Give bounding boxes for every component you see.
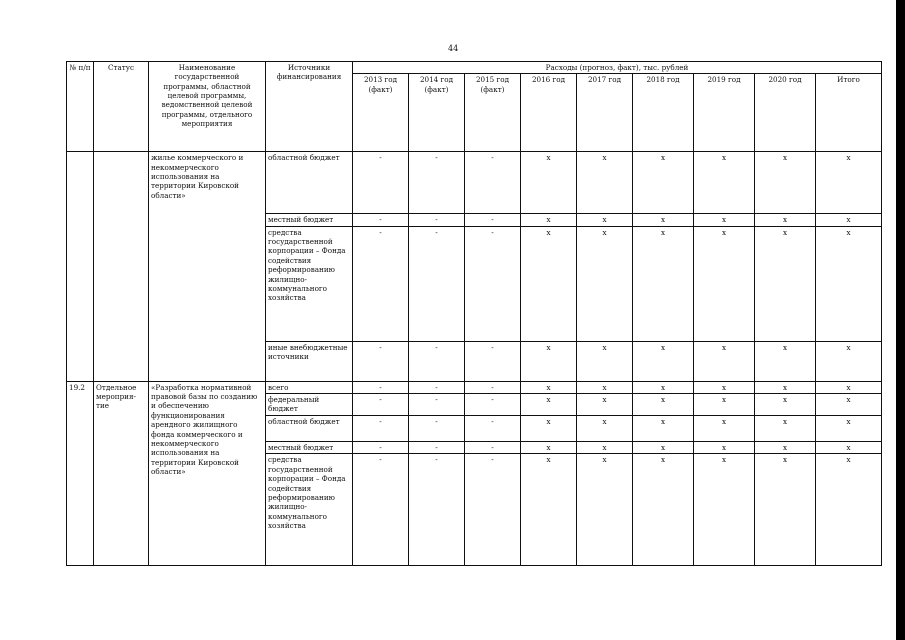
value-cell: x — [521, 226, 577, 341]
value-cell: x — [521, 341, 577, 381]
value-cell: x — [816, 214, 882, 226]
header-name: Наименование государственной программы, областной целевой программы, ведомственной целевой программы, отдельного мероприятия — [149, 62, 266, 152]
source-cell: областной бюджет — [266, 416, 353, 442]
value-cell: - — [353, 381, 409, 393]
table-row — [67, 152, 882, 214]
header-year: 2014 год (факт) — [409, 74, 465, 152]
value-cell: x — [694, 341, 755, 381]
header-year: 2017 год — [577, 74, 633, 152]
value-cell: x — [521, 442, 577, 454]
value-cell: - — [409, 454, 465, 566]
table-row — [67, 381, 882, 393]
value-cell: - — [353, 416, 409, 442]
header-expenses: Расходы (прогноз, факт), тыс. рублей — [353, 62, 882, 74]
value-cell: x — [633, 381, 694, 393]
value-cell: x — [577, 381, 633, 393]
value-cell: - — [409, 442, 465, 454]
source-cell: местный бюджет — [266, 442, 353, 454]
value-cell: x — [755, 454, 816, 566]
value-cell: x — [694, 442, 755, 454]
value-cell: x — [694, 226, 755, 341]
source-cell: федеральный бюджет — [266, 394, 353, 416]
value-cell: - — [465, 442, 521, 454]
value-cell: x — [816, 152, 882, 214]
value-cell: x — [694, 214, 755, 226]
event-name: «Разработка нормативной правовой базы по созданию и обеспечению функционирования арендного жилищного фонда коммерческого и некоммерческого использования на территории Кировской области» — [149, 381, 266, 566]
value-cell: x — [755, 442, 816, 454]
status-cell — [94, 152, 149, 381]
value-cell: x — [577, 341, 633, 381]
value-cell: x — [633, 454, 694, 566]
value-cell: x — [755, 381, 816, 393]
page-number: 44 — [448, 44, 459, 53]
value-cell: - — [353, 454, 409, 566]
value-cell: - — [465, 341, 521, 381]
value-cell: - — [465, 416, 521, 442]
value-cell: x — [755, 214, 816, 226]
header-num: № п/п — [67, 62, 94, 152]
header-year: 2016 год — [521, 74, 577, 152]
value-cell: x — [816, 454, 882, 566]
value-cell: - — [409, 152, 465, 214]
value-cell: x — [816, 381, 882, 393]
value-cell: x — [694, 152, 755, 214]
value-cell: x — [694, 381, 755, 393]
value-cell: x — [694, 416, 755, 442]
source-cell: средства государственной корпорации – Фонда содействия реформированию жилищно-коммунального хозяйства — [266, 226, 353, 341]
value-cell: x — [816, 416, 882, 442]
header-sources: Источники финансирования — [266, 62, 353, 152]
value-cell: - — [465, 394, 521, 416]
source-cell: средства государственной корпорации – Фонда содействия реформированию жилищно-коммунального хозяйства — [266, 454, 353, 566]
value-cell: x — [521, 214, 577, 226]
value-cell: x — [577, 214, 633, 226]
value-cell: x — [521, 394, 577, 416]
value-cell: x — [633, 214, 694, 226]
value-cell: - — [409, 341, 465, 381]
value-cell: x — [577, 394, 633, 416]
header-year: 2018 год — [633, 74, 694, 152]
value-cell: x — [633, 416, 694, 442]
source-cell: областной бюджет — [266, 152, 353, 214]
event-name: жилье коммерческого и некоммерческого использования на территории Кировской области» — [149, 152, 266, 381]
value-cell: x — [755, 341, 816, 381]
value-cell: x — [577, 416, 633, 442]
value-cell: - — [465, 381, 521, 393]
value-cell: x — [521, 416, 577, 442]
header-total: Итого — [816, 74, 882, 152]
value-cell: - — [409, 416, 465, 442]
value-cell: x — [633, 442, 694, 454]
value-cell: - — [465, 214, 521, 226]
scan-edge-bar — [896, 0, 905, 640]
value-cell: x — [694, 394, 755, 416]
value-cell: x — [816, 226, 882, 341]
value-cell: - — [353, 442, 409, 454]
value-cell: x — [633, 341, 694, 381]
value-cell: - — [353, 152, 409, 214]
value-cell: x — [633, 394, 694, 416]
header-year: 2020 год — [755, 74, 816, 152]
value-cell: x — [816, 341, 882, 381]
value-cell: x — [577, 442, 633, 454]
source-cell: всего — [266, 381, 353, 393]
status-cell: Отдельное мероприя-тие — [94, 381, 149, 566]
value-cell: x — [577, 152, 633, 214]
value-cell: - — [409, 394, 465, 416]
value-cell: - — [353, 226, 409, 341]
value-cell: - — [465, 226, 521, 341]
value-cell: - — [409, 226, 465, 341]
value-cell: - — [353, 341, 409, 381]
value-cell: - — [409, 381, 465, 393]
value-cell: - — [353, 394, 409, 416]
value-cell: - — [409, 214, 465, 226]
value-cell: x — [694, 454, 755, 566]
header-year: 2013 год (факт) — [353, 74, 409, 152]
value-cell: x — [633, 226, 694, 341]
source-cell: местный бюджет — [266, 214, 353, 226]
value-cell: x — [577, 226, 633, 341]
value-cell: x — [755, 226, 816, 341]
header-year: 2019 год — [694, 74, 755, 152]
budget-table — [66, 61, 882, 566]
value-cell: x — [816, 442, 882, 454]
value-cell: x — [755, 394, 816, 416]
value-cell: x — [521, 454, 577, 566]
header-status: Статус — [94, 62, 149, 152]
value-cell: - — [465, 454, 521, 566]
header-year: 2015 год (факт) — [465, 74, 521, 152]
source-cell: иные внебюджетные источники — [266, 341, 353, 381]
value-cell: x — [521, 381, 577, 393]
value-cell: x — [633, 152, 694, 214]
value-cell: x — [521, 152, 577, 214]
value-cell: x — [577, 454, 633, 566]
value-cell: - — [353, 214, 409, 226]
value-cell: - — [465, 152, 521, 214]
value-cell: x — [755, 416, 816, 442]
value-cell: x — [755, 152, 816, 214]
num-cell: 19.2 — [67, 381, 94, 566]
num-cell — [67, 152, 94, 381]
value-cell: x — [816, 394, 882, 416]
